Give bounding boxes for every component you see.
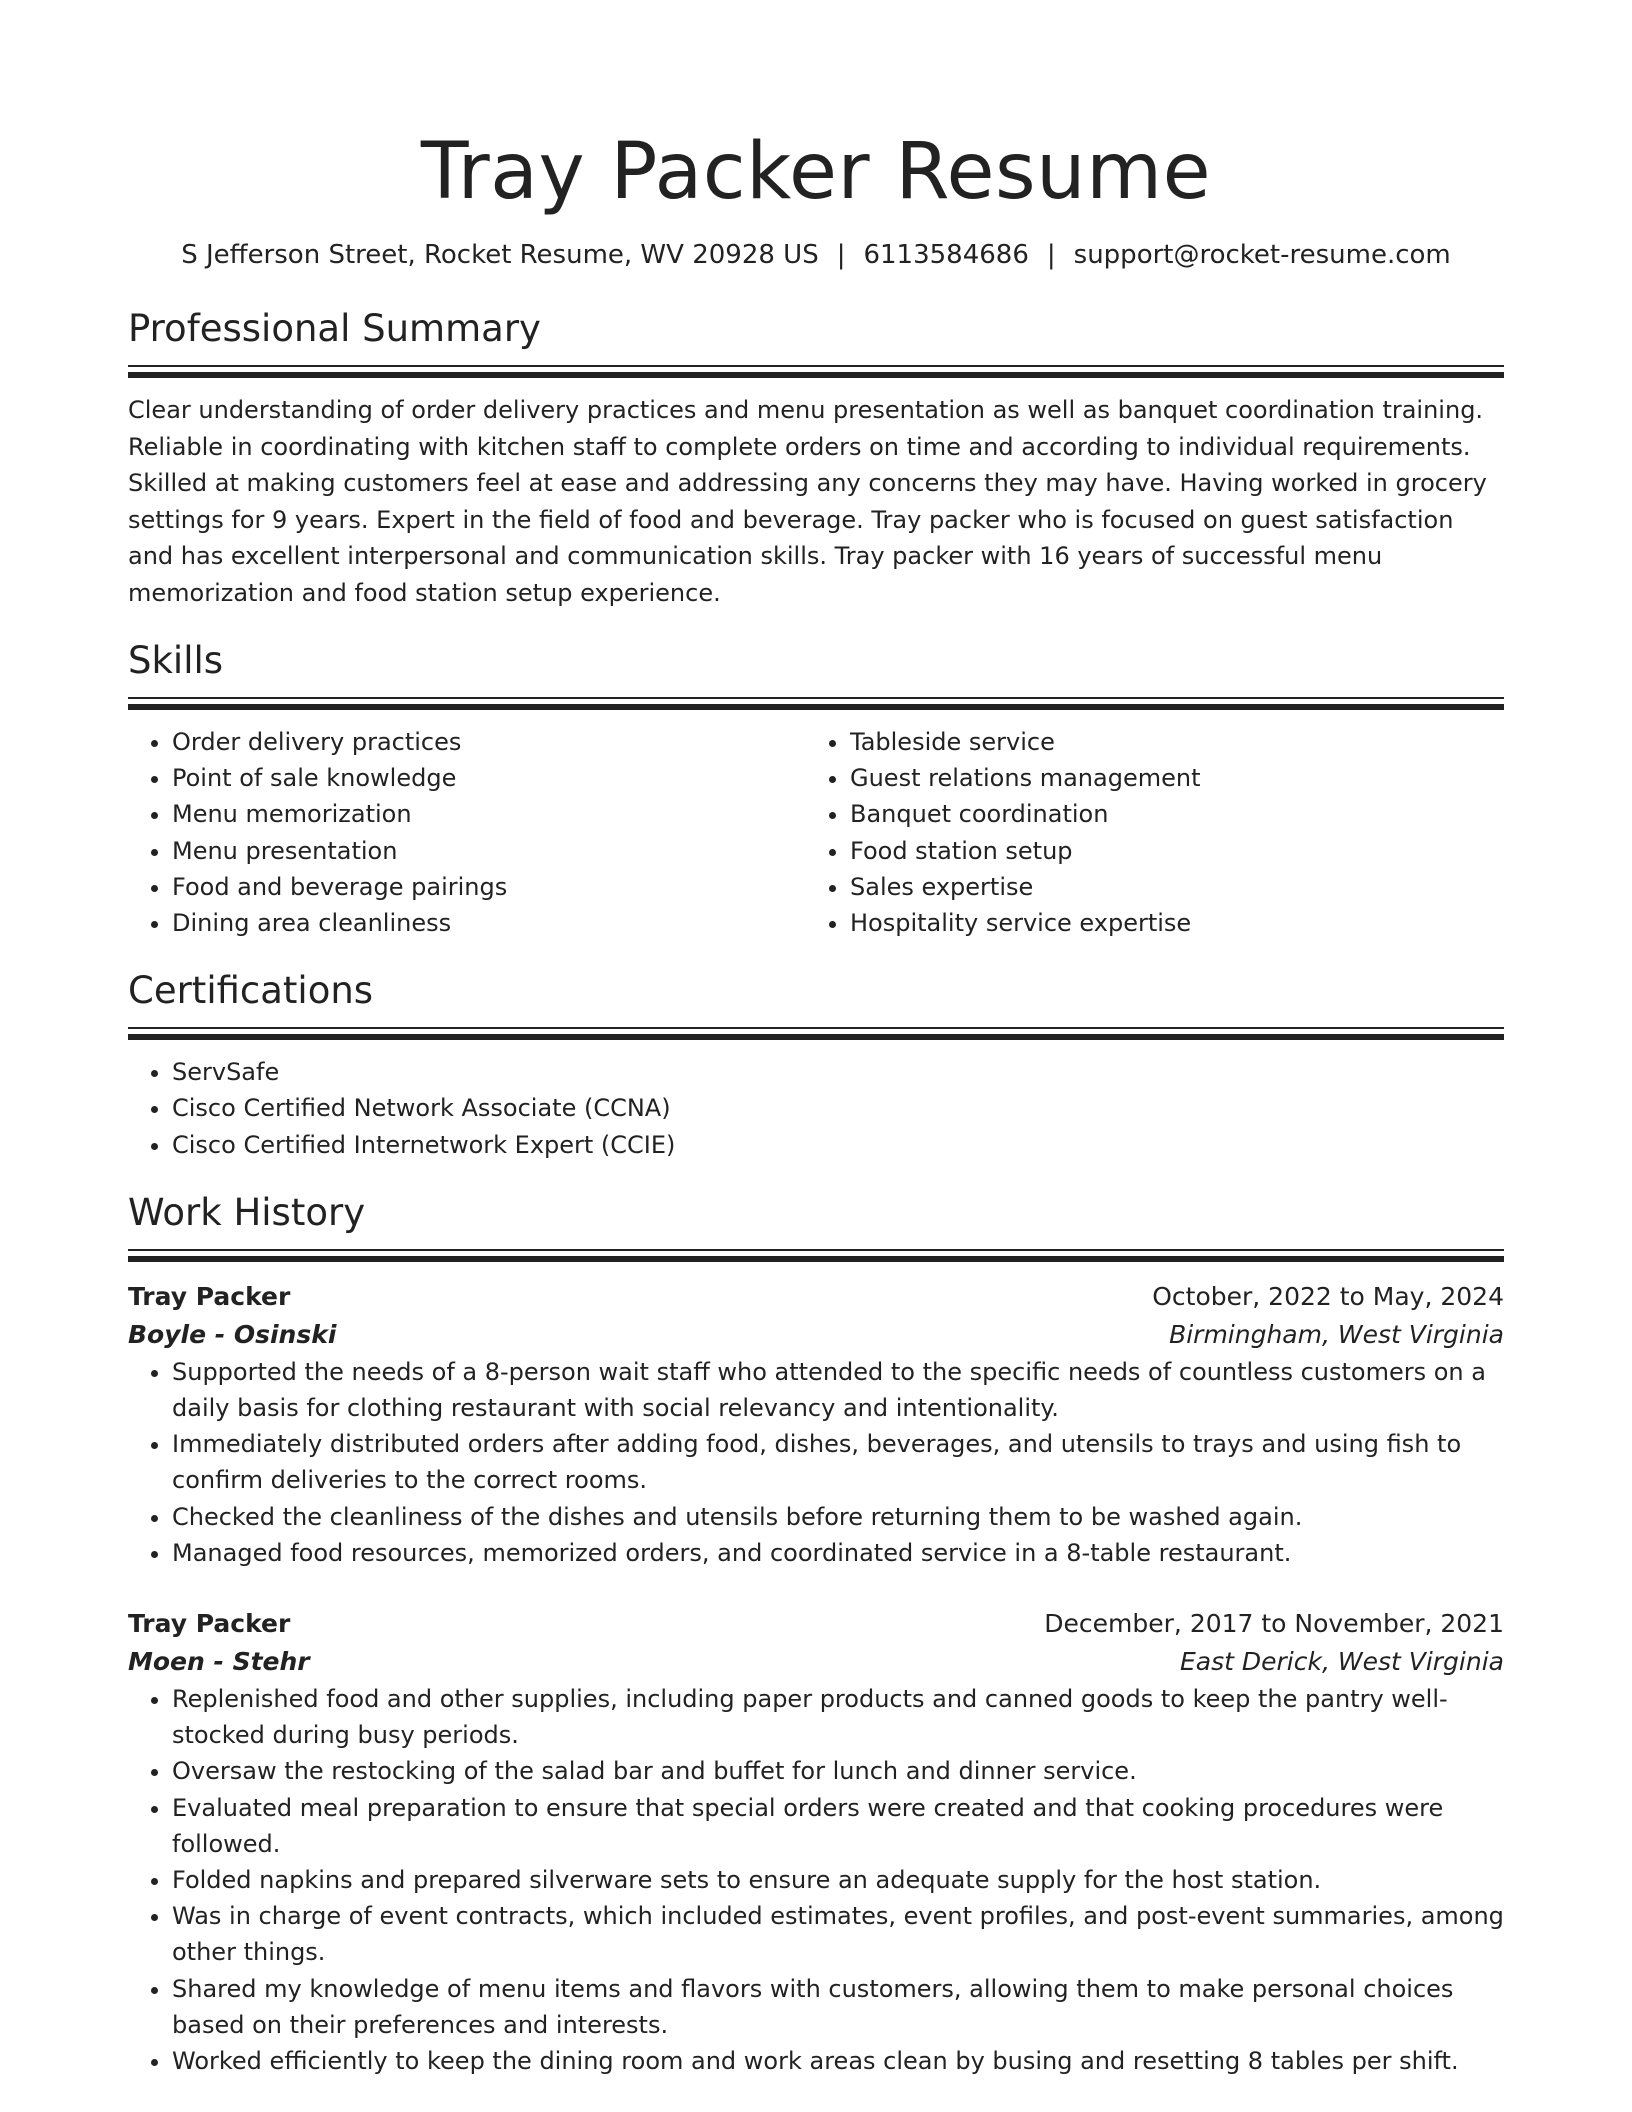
job-dates: December, 2017 to November, 2021	[1044, 1609, 1504, 1639]
skills-list-right	[806, 724, 1484, 941]
section-rule	[128, 1249, 1504, 1251]
skill-item: • Menu memorization	[172, 796, 806, 832]
skill-item: • Guest relations management	[850, 760, 1484, 796]
section-title-work-history: Work History	[128, 1190, 366, 1234]
certification-item: • ServSafe	[172, 1054, 1504, 1090]
job-duty: • Replenished food and other supplies, including paper products and canned goods to keep the pantry well-stocked during busy periods.	[172, 1681, 1504, 1753]
job-duty: • Immediately distributed orders after adding food, dishes, beverages, and utensils to trays and using fish to confirm deliveries to the correct rooms.	[172, 1426, 1504, 1498]
section-rule	[128, 1027, 1504, 1029]
job-dates: October, 2022 to May, 2024	[1152, 1281, 1504, 1311]
job-duty: • Worked efficiently to keep the dining room and work areas clean by busing and resetting 8 tables per shift.	[172, 2043, 1504, 2079]
skill-item: • Menu presentation	[172, 833, 806, 869]
certifications-section	[128, 967, 1504, 1163]
job-duty: • Managed food resources, memorized orders, and coordinated service in a 8-table restaurant.	[172, 1535, 1504, 1571]
job-duties-list	[128, 1681, 1504, 2079]
job-title: Tray Packer	[128, 1281, 291, 1311]
job-duty: • Was in charge of event contracts, which included estimates, event profiles, and post-event summaries, among other things.	[172, 1898, 1504, 1970]
section-rule	[128, 365, 1504, 367]
job-title: Tray Packer	[128, 1609, 291, 1639]
job-subheader-row	[128, 1316, 1504, 1354]
skill-item: • Hospitality service expertise	[850, 905, 1484, 941]
job-company: Boyle - Osinski	[128, 1319, 337, 1349]
job-duty: • Evaluated meal preparation to ensure that special orders were created and that cooking procedures were followed.	[172, 1790, 1504, 1862]
skills-section	[128, 637, 1504, 941]
job-duty: • Oversaw the restocking of the salad bar and buffet for lunch and dinner service.	[172, 1753, 1504, 1789]
skill-item: • Tableside service	[850, 724, 1484, 760]
job-entry	[128, 1605, 1504, 2079]
certification-item: • Cisco Certified Internetwork Expert (CCIE)	[172, 1127, 1504, 1163]
certifications-list	[128, 1054, 1504, 1163]
job-duties-list	[128, 1354, 1504, 1571]
skills-list-left	[128, 724, 806, 941]
contact-email: support@rocket-resume.com	[1073, 240, 1451, 270]
summary-section	[128, 305, 1504, 611]
job-duty: • Shared my knowledge of menu items and flavors with customers, allowing them to make personal choices based on their preferences and interests.	[172, 1971, 1504, 2043]
skill-item: • Food and beverage pairings	[172, 869, 806, 905]
skill-item: • Banquet coordination	[850, 796, 1484, 832]
section-rule	[128, 697, 1504, 699]
section-title-certifications: Certifications	[128, 969, 374, 1013]
job-duty: • Supported the needs of a 8-person wait staff who attended to the specific needs of countless customers on a daily basis for clothing restaurant with social relevancy and intentionality.	[172, 1354, 1504, 1426]
skill-item: • Food station setup	[850, 833, 1484, 869]
skill-item: • Order delivery practices	[172, 724, 806, 760]
job-location: East Derick, West Virginia	[1180, 1647, 1504, 1677]
job-header-row	[128, 1278, 1504, 1316]
contact-line	[128, 238, 1504, 272]
skill-item: • Point of sale knowledge	[172, 760, 806, 796]
contact-phone: 6113584686	[863, 240, 1029, 270]
contact-separator: |	[836, 240, 846, 270]
section-title-skills: Skills	[128, 639, 224, 682]
skills-column-left	[128, 724, 806, 941]
work-history-section	[128, 1189, 1504, 2079]
section-rule-thick	[128, 372, 1504, 378]
resume-page	[128, 0, 1504, 2079]
contact-separator: |	[1046, 240, 1056, 270]
contact-address: S Jefferson Street, Rocket Resume, WV 20928 US	[181, 240, 819, 270]
skills-grid	[128, 724, 1504, 941]
section-title-summary: Professional Summary	[128, 307, 541, 350]
job-location: Birmingham, West Virginia	[1169, 1319, 1504, 1349]
job-duty: • Checked the cleanliness of the dishes and utensils before returning them to be washed again.	[172, 1499, 1504, 1535]
section-rule-thick	[128, 1034, 1504, 1040]
skill-item: • Sales expertise	[850, 869, 1484, 905]
skills-column-right	[806, 724, 1484, 941]
summary-text: Clear understanding of order delivery practices and menu presentation as well as banquet coordination training. Reliable in coordinating with kitchen staff to complete orders on time and according to individual requirements. Skilled at making customers feel at ease and addressing any concerns they may have. Having worked in grocery settings for 9 years. Expert in the field of food and beverage. Tray packer who is focused on guest satisfaction and has excellent interpersonal and communication skills. Tray packer with 16 years of successful menu memorization and food station setup experience.	[128, 396, 1487, 607]
certification-item: • Cisco Certified Network Associate (CCNA)	[172, 1090, 1504, 1126]
section-rule-thick	[128, 1256, 1504, 1262]
skill-item: • Dining area cleanliness	[172, 905, 806, 941]
resume-name: Tray Packer Resume	[420, 127, 1212, 217]
job-duty: • Folded napkins and prepared silverware sets to ensure an adequate supply for the host station.	[172, 1862, 1504, 1898]
job-subheader-row	[128, 1643, 1504, 1681]
job-company: Moen - Stehr	[128, 1647, 310, 1677]
job-entry	[128, 1278, 1504, 1571]
job-header-row	[128, 1605, 1504, 1643]
section-rule-thick	[128, 704, 1504, 710]
